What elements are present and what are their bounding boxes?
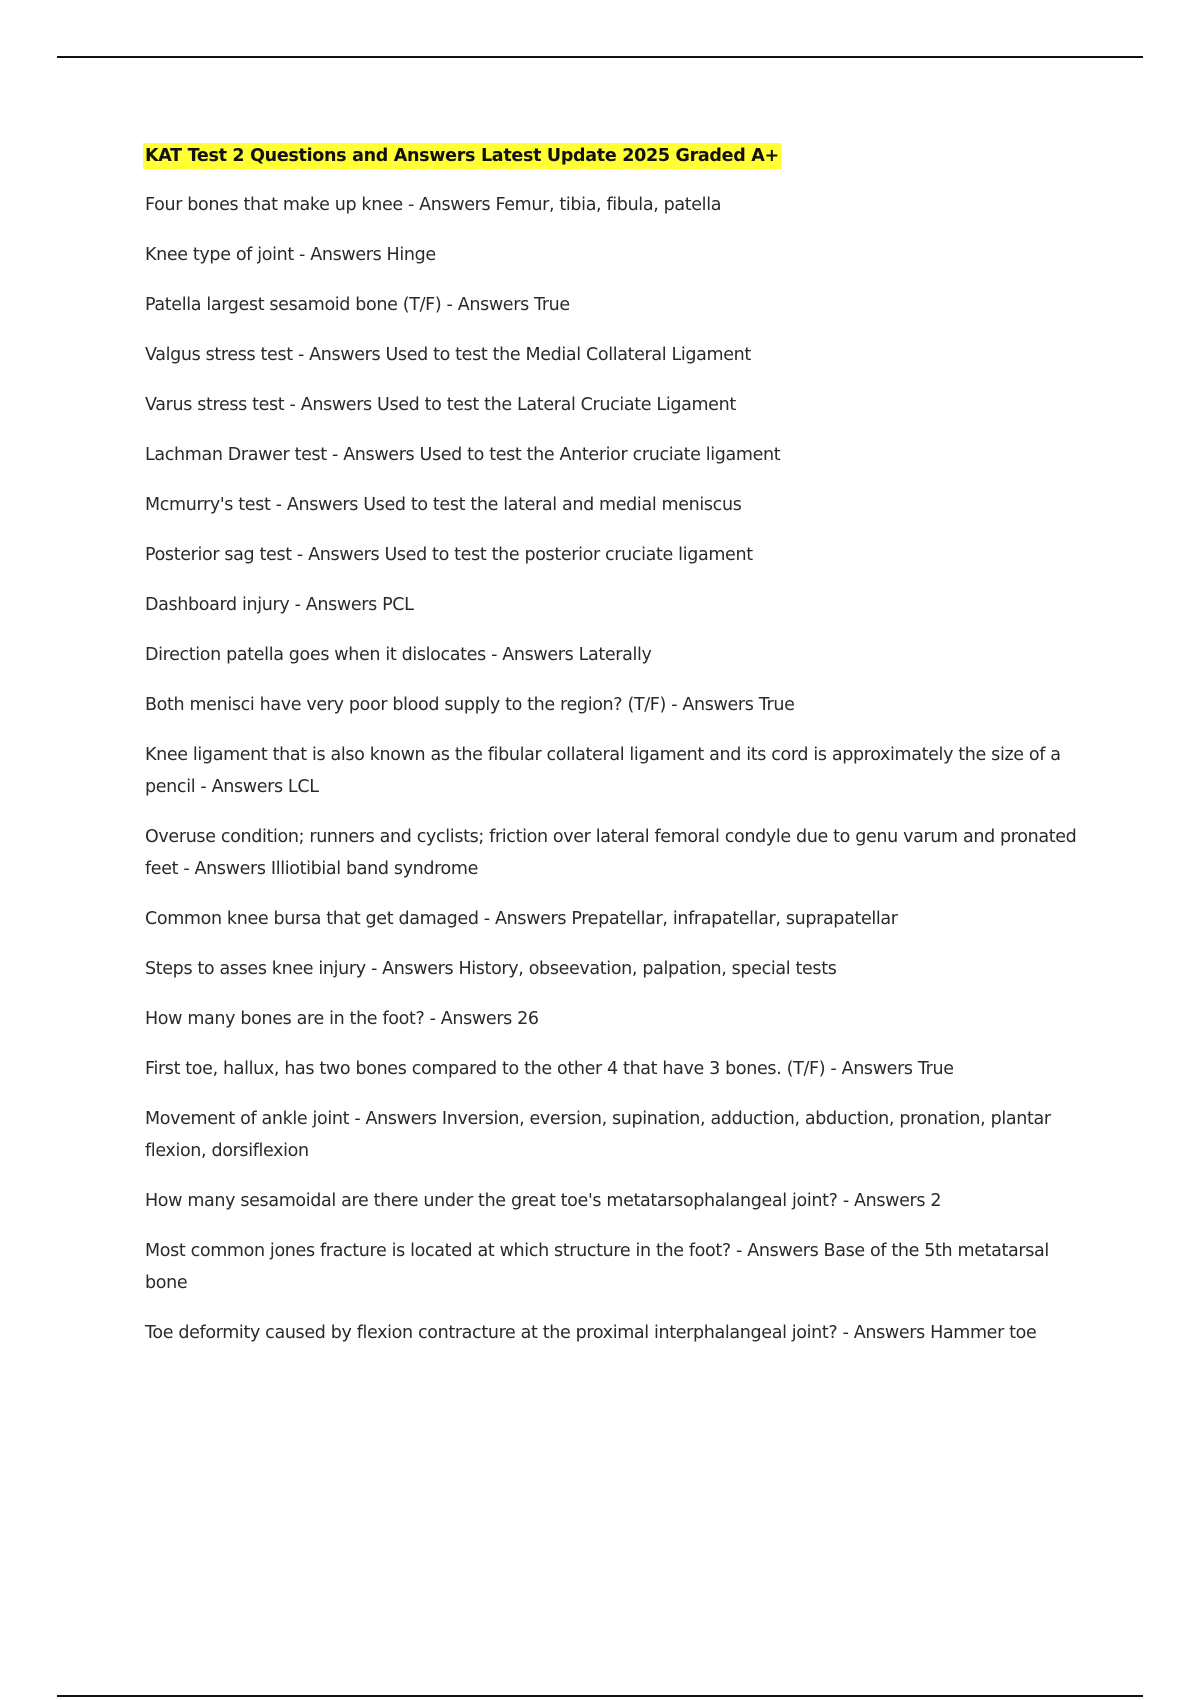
qa-item: Common knee bursa that get damaged - Answers Prepatellar, infrapatellar, suprapatellar — [145, 909, 898, 929]
footer-rule — [57, 1695, 1143, 1697]
qa-item: Mcmurry's test - Answers Used to test the lateral and medial meniscus — [145, 495, 742, 515]
qa-item: How many sesamoidal are there under the great toe's metatarsophalangeal joint? - Answers 2 — [145, 1191, 942, 1211]
qa-item: Posterior sag test - Answers Used to test the posterior cruciate ligament — [145, 545, 753, 565]
header-rule — [57, 56, 1143, 58]
qa-item: First toe, hallux, has two bones compared to the other 4 that have 3 bones. (T/F) - Answers True — [145, 1059, 954, 1079]
qa-item: Movement of ankle joint - Answers Inversion, eversion, supination, adduction, abduction, pronation, plantar flexion, dorsiflexion — [145, 1109, 1051, 1161]
document-body — [145, 143, 1085, 1367]
qa-item: Lachman Drawer test - Answers Used to test the Anterior cruciate ligament — [145, 445, 781, 465]
qa-item: Dashboard injury - Answers PCL — [145, 595, 414, 615]
qa-item: Direction patella goes when it dislocates - Answers Laterally — [145, 645, 652, 665]
qa-item: Toe deformity caused by flexion contracture at the proximal interphalangeal joint? - Answers Hammer toe — [145, 1323, 1037, 1343]
qa-item: How many bones are in the foot? - Answers 26 — [145, 1009, 539, 1029]
qa-item: Steps to asses knee injury - Answers History, obseevation, palpation, special tests — [145, 959, 837, 979]
qa-item: Valgus stress test - Answers Used to test the Medial Collateral Ligament — [145, 345, 751, 365]
qa-item: Overuse condition; runners and cyclists; friction over lateral femoral condyle due to genu varum and pronated feet - Answers Illiotibial band syndrome — [145, 827, 1077, 879]
qa-item: Knee type of joint - Answers Hinge — [145, 245, 436, 265]
qa-item: Varus stress test - Answers Used to test the Lateral Cruciate Ligament — [145, 395, 736, 415]
qa-item: Four bones that make up knee - Answers Femur, tibia, fibula, patella — [145, 195, 722, 215]
qa-item: Most common jones fracture is located at which structure in the foot? - Answers Base of the 5th metatarsal bone — [145, 1241, 1049, 1293]
document-title: KAT Test 2 Questions and Answers Latest Update 2025 Graded A+ — [143, 143, 781, 169]
qa-item: Knee ligament that is also known as the fibular collateral ligament and its cord is approximately the size of a pencil - Answers LCL — [145, 745, 1061, 797]
qa-item: Both menisci have very poor blood supply to the region? (T/F) - Answers True — [145, 695, 795, 715]
qa-item: Patella largest sesamoid bone (T/F) - Answers True — [145, 295, 570, 315]
